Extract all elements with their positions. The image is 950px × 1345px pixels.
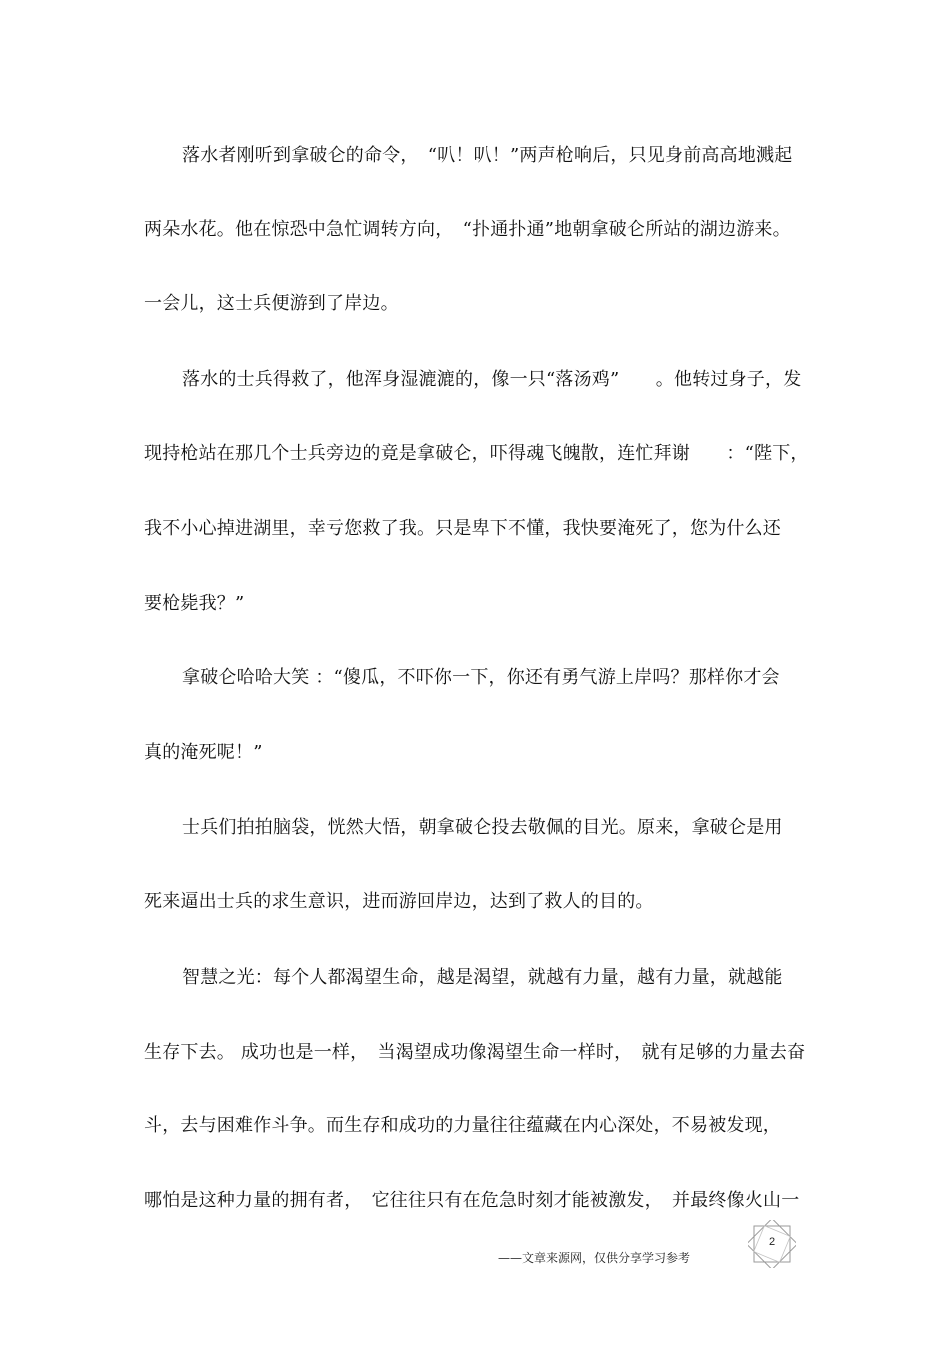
paragraph-1-line-1: 落水者刚听到拿破仑的命令， “叭！叭！”两声枪响后，只见身前高高地溅起	[182, 145, 793, 166]
footer-source-note: ——文章来源网，仅供分享学习参考	[498, 1251, 691, 1265]
page-number-badge	[748, 1220, 796, 1268]
paragraph-2-line-1: 落水的士兵得救了，他浑身湿漉漉的，像一只“落汤鸡” 。他转过身子，发	[182, 369, 802, 390]
paragraph-3-line-2: 真的淹死呢！”	[144, 742, 263, 763]
paragraph-5-line-1: 智慧之光：每个人都渴望生命，越是渴望，就越有力量，越有力量，就越能	[182, 967, 783, 988]
paragraph-5-line-4: 哪怕是这种力量的拥有者， 它往往只有在危急时刻才能被激发， 并最终像火山一	[144, 1190, 800, 1211]
paragraph-4-line-1: 士兵们拍拍脑袋，恍然大悟，朝拿破仑投去敬佩的目光。原来，拿破仑是用	[182, 817, 783, 838]
paragraph-4-line-2: 死来逼出士兵的求生意识，进而游回岸边，达到了救人的目的。	[144, 891, 654, 912]
paragraph-5-line-3: 斗，去与困难作斗争。而生存和成功的力量往往蕴藏在内心深处，不易被发现，	[144, 1115, 781, 1136]
paragraph-1-line-3: 一会儿，这士兵便游到了岸边。	[144, 293, 399, 314]
paragraph-2-line-2: 现持枪站在那几个士兵旁边的竟是拿破仑，吓得魂飞魄散，连忙拜谢 ：“陛下，	[144, 443, 809, 464]
paragraph-2-line-4: 要枪毙我？”	[144, 593, 245, 614]
paragraph-2-line-3: 我不小心掉进湖里，幸亏您救了我。只是卑下不懂，我快要淹死了，您为什么还	[144, 518, 781, 539]
paragraph-3-line-1: 拿破仑哈哈大笑 ：“傻瓜，不吓你一下，你还有勇气游上岸吗？那样你才会	[182, 667, 780, 688]
paragraph-5-line-2: 生存下去。 成功也是一样， 当渴望成功像渴望生命一样时， 就有足够的力量去奋	[144, 1042, 806, 1063]
page-number: 2	[768, 1236, 776, 1248]
paragraph-1-line-2: 两朵水花。他在惊恐中急忙调转方向， “扑通扑通”地朝拿破仑所站的湖边游来。	[144, 219, 791, 240]
